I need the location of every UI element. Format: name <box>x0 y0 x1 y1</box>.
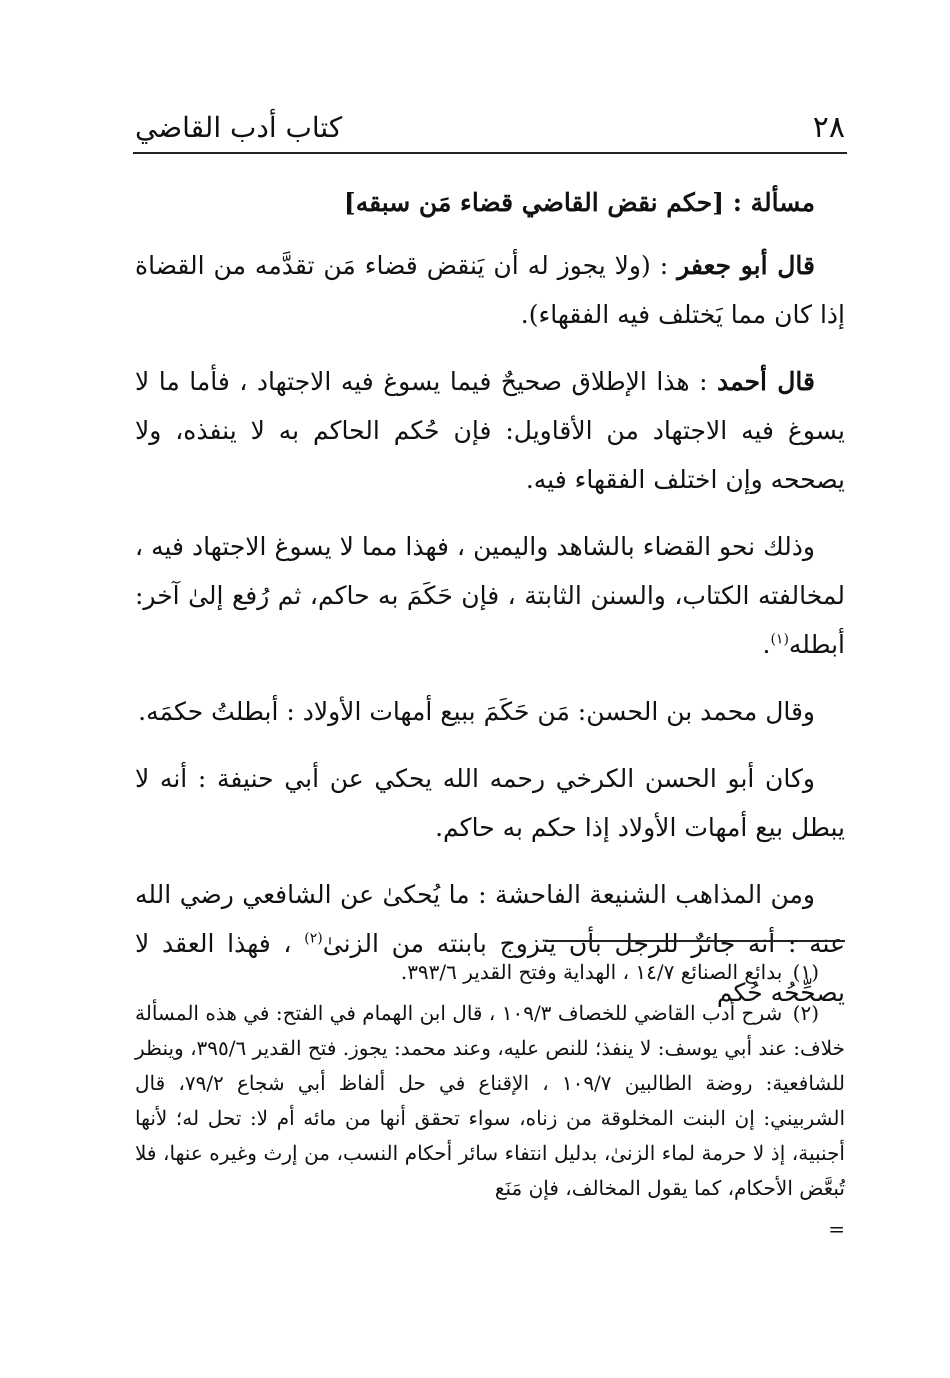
paragraph-text: ومن المذاهب الشنيعة الفاحشة : ما يُحكىٰ عن الشافعي رضي الله عنه : أنه جائزٌ للرجل بأن يتزوج بابنته من الزنىٰ <box>135 880 845 958</box>
paragraph-text: : هذا الإطلاق صحيحٌ فيما يسوغ فيه الاجتهاد ، فأما ما لا يسوغ فيه الاجتهاد من الأقاويل: فإن حُكم الحاكم به لا ينفذه، ولا يصححه وإن اختلف الفقهاء فيه. <box>135 367 845 494</box>
speaker-label: قال أحمد <box>717 367 815 396</box>
main-text <box>135 178 845 1035</box>
paragraph-example <box>135 522 845 669</box>
section-heading: مسألة : [حكم نقض القاضي قضاء مَن سبقه] <box>343 188 815 217</box>
footnote-text: شرح أدب القاضي للخصاف ١٠٩/٣ ، قال ابن الهمام في الفتح: في هذه المسألة خلاف: عند أبي يوسف: لا ينفذ؛ للنص عليه، وعند محمد: يجوز. فتح القدير ٣٩٥/٦، وينظر للشافعية: روضة الطالبين ١٠٩/٧ ، الإقناع في حل ألفاظ أبي شجاع ٧٩/٢، قال الشربيني: إن البنت المخلوقة من زناه، سواء تحقق أنها من مائه أم لا: تحل له؛ لأنها أجنبية، إذ لا حرمة لماء الزنىٰ، بدليل انتفاء سائر أحكام النسب، من إرث وغيره عنها، فلا تُبعَّض الأحكام، كما يقول المخالف، فإن مَنَع <box>135 1001 846 1200</box>
paragraph-karkhi: وكان أبو الحسن الكرخي رحمه الله يحكي عن أبي حنيفة : أنه لا يبطل بيع أمهات الأولاد إذا حكم به حاكم. <box>135 764 845 842</box>
continuation-mark: = <box>828 1217 845 1241</box>
footnote-rule <box>545 940 845 942</box>
footnotes <box>135 955 845 1253</box>
footnote-text: بدائع الصنائع ١٤/٧ ، الهداية وفتح القدير ٣٩٣/٦. <box>400 960 783 984</box>
running-header <box>135 108 845 152</box>
footnote-2 <box>135 996 845 1206</box>
paragraph-text: : (ولا يجوز له أن يَنقض قضاء مَن تقدَّمه من القضاة إذا كان مما يَختلف فيه الفقهاء). <box>135 251 845 329</box>
footnote-reference[interactable]: (١) <box>770 631 789 648</box>
paragraph-muhammad: وقال محمد بن الحسن: مَن حَكَمَ ببيع أمهات الأولاد : أبطلتُ حكمَه. <box>138 697 815 726</box>
paragraph-text-end: . <box>762 630 771 659</box>
speaker-label: قال أبو جعفر <box>677 251 815 280</box>
footnote-reference[interactable]: (٢) <box>304 930 323 947</box>
footnote-number: (٢) <box>792 1001 820 1025</box>
page-number: ٢٨ <box>812 110 845 145</box>
paragraph-ahmad <box>135 357 845 504</box>
footnote-1 <box>135 955 845 990</box>
paragraph-text: وذلك نحو القضاء بالشاهد واليمين ، فهذا مما لا يسوغ الاجتهاد فيه ، لمخالفته الكتاب، والسنن الثابتة ، فإن حَكَمَ به حاكم، ثم رُفع إلىٰ آخر: أبطله <box>135 532 845 659</box>
footnote-number: (١) <box>792 960 819 984</box>
paragraph-text-end: ، فهذا العقد لا يصحِّحُه حُكم <box>135 929 845 1007</box>
book-title: كتاب أدب القاضي <box>135 111 343 144</box>
header-rule <box>133 152 847 154</box>
paragraph-abu-jafar <box>135 241 845 339</box>
